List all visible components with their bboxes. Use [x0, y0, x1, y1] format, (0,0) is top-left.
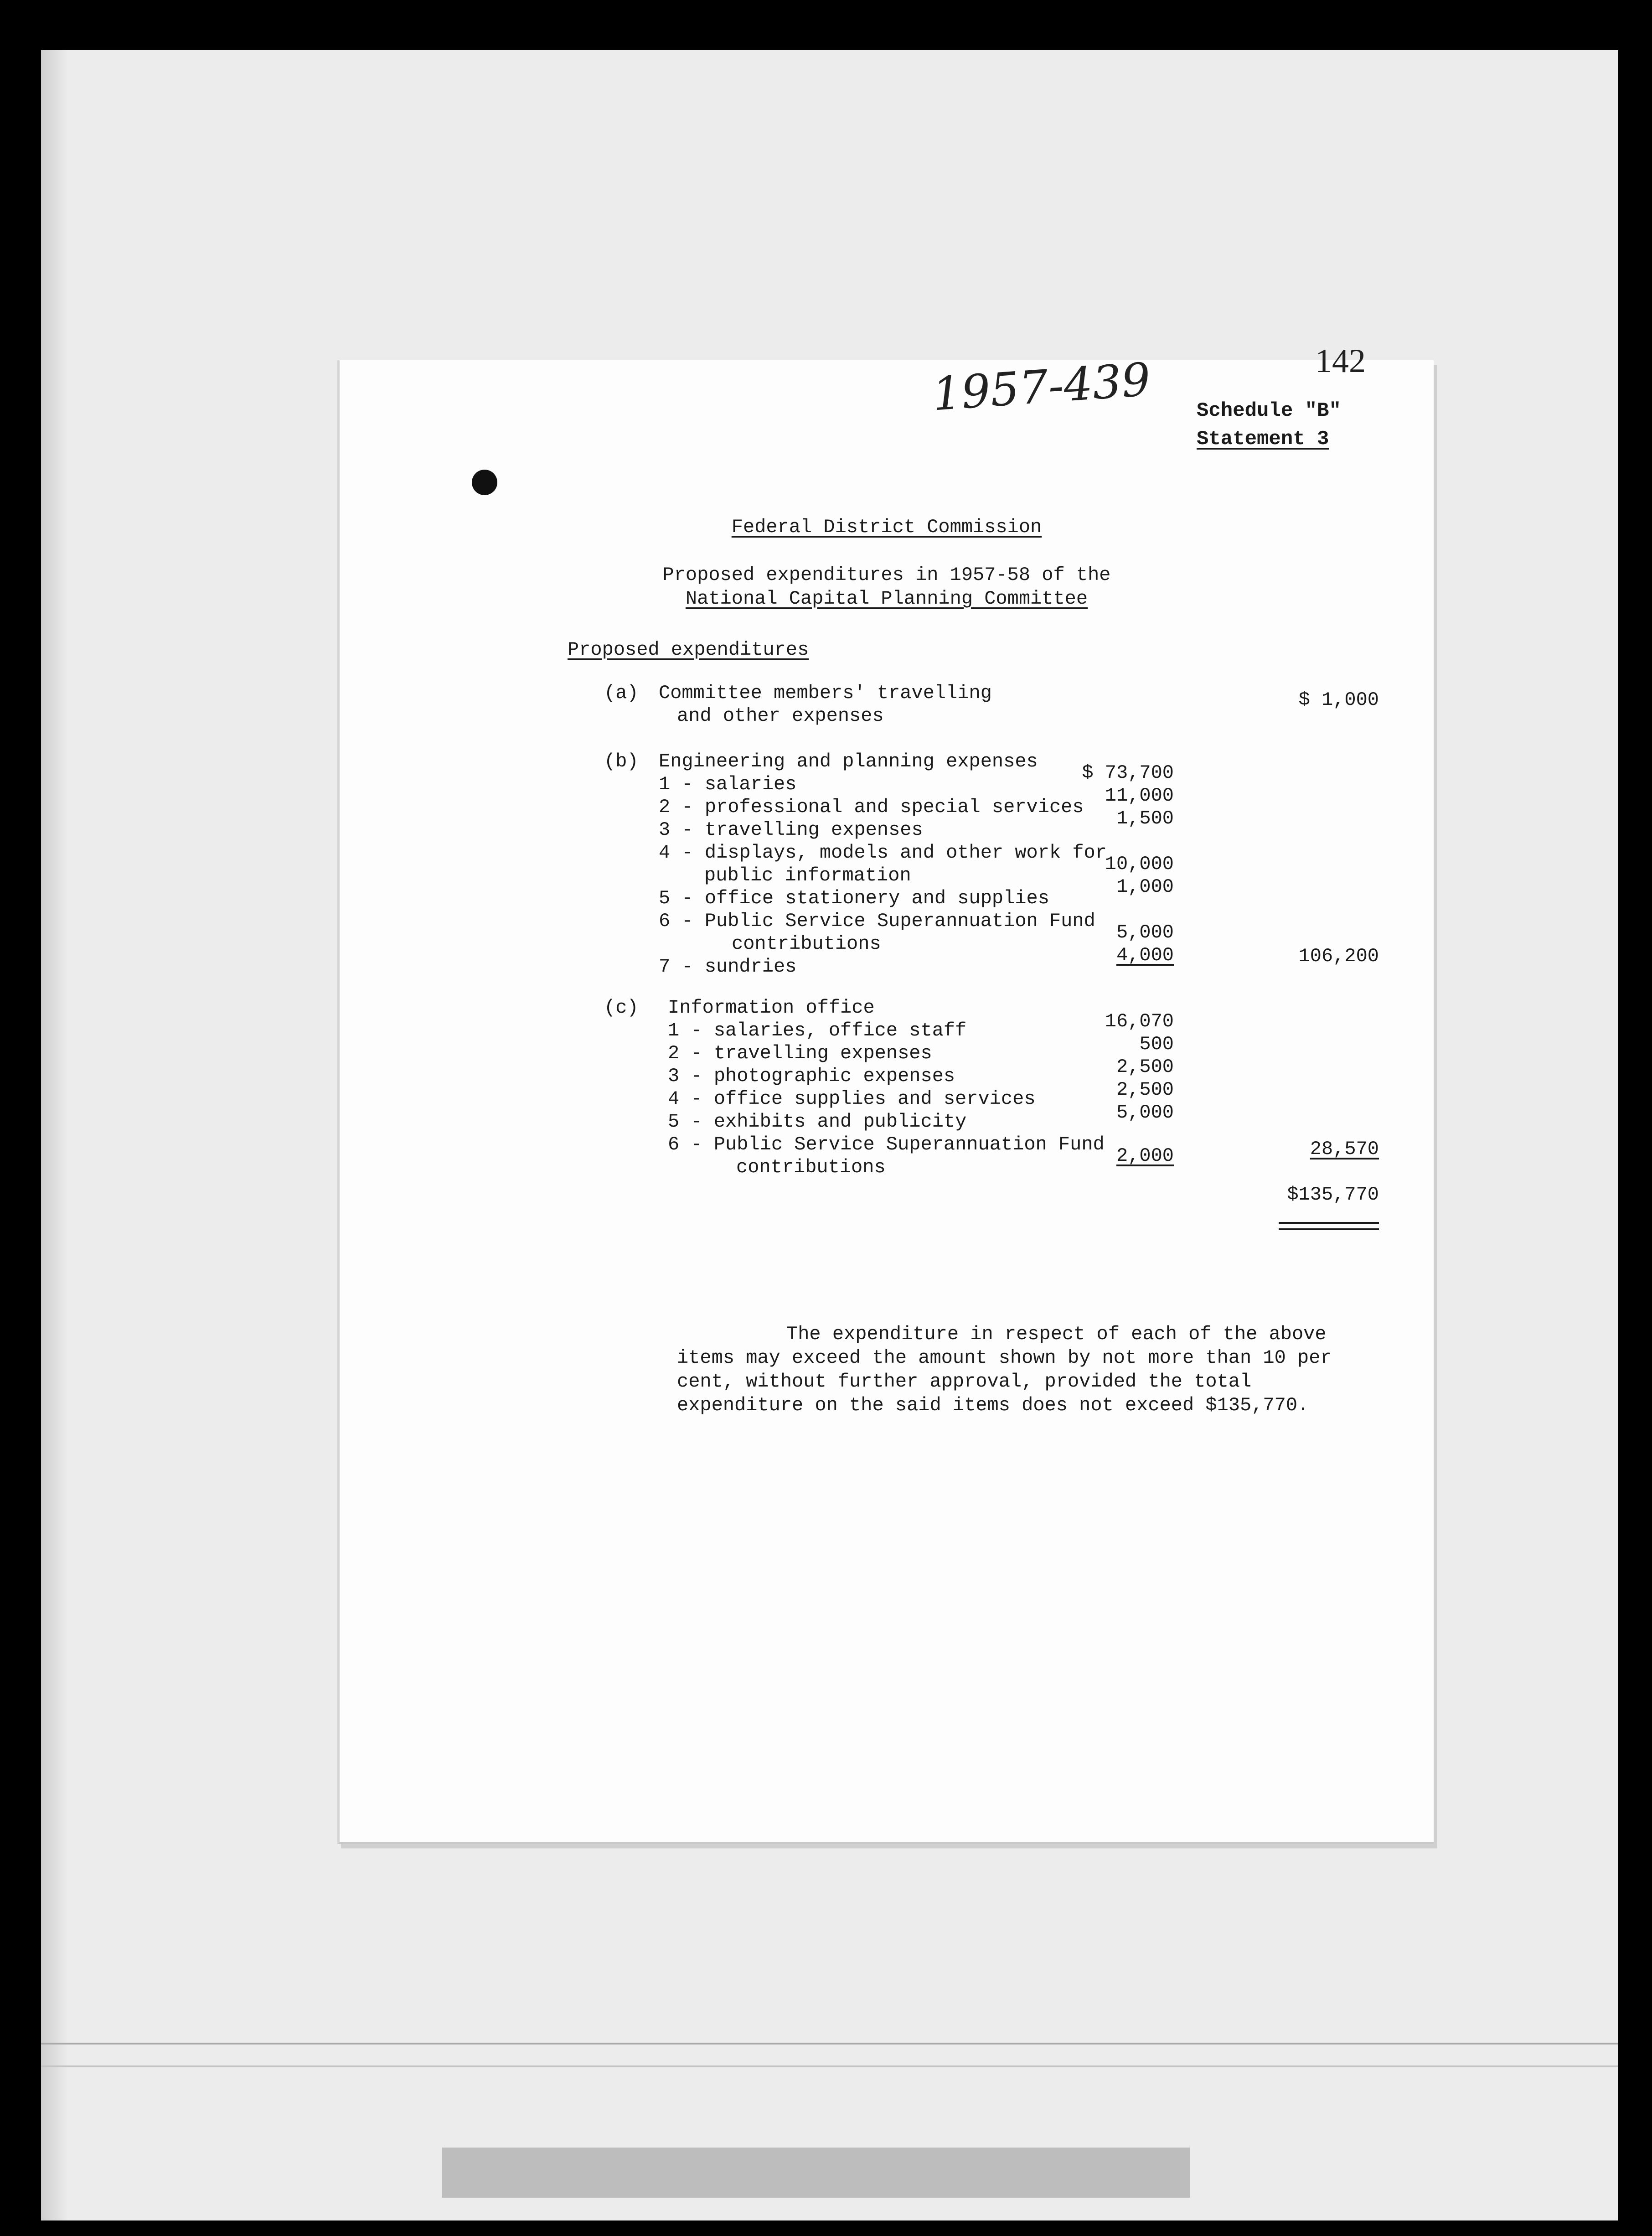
- item-c-4-amount: 2,500: [1116, 1079, 1174, 1101]
- item-c-total-text: 28,570: [1310, 1138, 1379, 1160]
- item-a-line1: Committee members' travelling: [659, 682, 992, 704]
- item-b-total: 106,200: [1298, 945, 1379, 967]
- item-c-4-label: 4 - office supplies and services: [668, 1088, 1036, 1110]
- section-heading: Proposed expenditures: [568, 639, 809, 661]
- item-a-letter: (a): [604, 682, 639, 704]
- item-a-total: $ 1,000: [1298, 689, 1379, 711]
- item-c-letter: (c): [604, 997, 639, 1019]
- approval-note-text: The expenditure in respect of each of the above items may exceed the amount shown by not more than 10 per cent, without further approval, provided the total expenditure on the said items does not exceed $135,770.: [677, 1323, 1332, 1416]
- item-b-5-amount: 1,000: [1116, 876, 1174, 898]
- item-b-3-amount: 1,500: [1116, 807, 1174, 829]
- schedule-label: Schedule "B": [1197, 399, 1341, 422]
- schedule-block: [1197, 397, 1341, 453]
- item-c-1-amount: 16,070: [1105, 1010, 1174, 1032]
- item-b-7-amount-text: 4,000: [1116, 944, 1174, 966]
- item-b-7-amount: [1037, 944, 1174, 967]
- scan-artifact-strip: [442, 2148, 1190, 2198]
- item-b-6-label2: contributions: [732, 933, 881, 955]
- doc-title-line1: Proposed expenditures in 1957-58 of the: [662, 564, 1111, 586]
- item-c-5-label: 5 - exhibits and publicity: [668, 1111, 967, 1133]
- item-c-6-label2: contributions: [736, 1156, 886, 1178]
- item-c-2-amount: 500: [1139, 1033, 1174, 1055]
- statement-label: Statement 3: [1197, 428, 1329, 450]
- item-b-1-amount: $ 73,700: [1082, 762, 1174, 784]
- item-b-6-amount: 5,000: [1116, 921, 1174, 943]
- item-b-2-label: 2 - professional and special services: [659, 796, 1084, 818]
- item-b-4-label2: public information: [704, 864, 911, 886]
- item-b-4-amount: 10,000: [1105, 853, 1174, 875]
- doc-title-line2-text: National Capital Planning Committee: [685, 588, 1088, 610]
- item-c-3-label: 3 - photographic expenses: [668, 1065, 955, 1087]
- item-b-6-label: 6 - Public Service Superannuation Fund: [659, 910, 1095, 932]
- item-b-7-label: 7 - sundries: [659, 956, 797, 978]
- item-c-6-amount: [1037, 1144, 1174, 1167]
- punch-hole: [472, 470, 497, 495]
- item-c-6-label: 6 - Public Service Superannuation Fund: [668, 1134, 1105, 1155]
- doc-title-line2: [340, 587, 1434, 611]
- grand-total: $135,770: [1287, 1184, 1379, 1206]
- item-b-heading: Engineering and planning expenses: [659, 751, 1038, 772]
- item-a-line2: and other expenses: [677, 705, 884, 727]
- item-b-5-label: 5 - office stationery and supplies: [659, 887, 1049, 909]
- item-c-2-label: 2 - travelling expenses: [668, 1042, 932, 1064]
- item-c-heading: Information office: [668, 997, 875, 1019]
- item-b-letter: (b): [604, 751, 639, 772]
- item-b-2-amount: 11,000: [1105, 785, 1174, 807]
- document-page: [337, 342, 1434, 1844]
- item-b-3-label: 3 - travelling expenses: [659, 819, 923, 841]
- org-title-text: Federal District Commission: [731, 516, 1042, 538]
- item-c-1-label: 1 - salaries, office staff: [668, 1020, 967, 1041]
- item-c-total: [1242, 1138, 1379, 1160]
- item-b-1-label: 1 - salaries: [659, 773, 797, 795]
- item-c-5-amount: 5,000: [1116, 1102, 1174, 1123]
- grand-total-double-rule: [1279, 1222, 1379, 1230]
- item-b-4-label: 4 - displays, models and other work for: [659, 842, 1107, 864]
- scan-rule-line: [41, 2043, 1618, 2044]
- page-number: 142: [1315, 342, 1366, 380]
- approval-note: [677, 1322, 1333, 1417]
- handwritten-reference: 1957-439: [930, 352, 1152, 421]
- item-c-6-amount-text: 2,000: [1116, 1145, 1174, 1167]
- scan-edge-shadow: [41, 50, 68, 2220]
- org-title: [340, 515, 1434, 539]
- scan-rule-line: [41, 2065, 1618, 2067]
- item-c-3-amount: 2,500: [1116, 1056, 1174, 1078]
